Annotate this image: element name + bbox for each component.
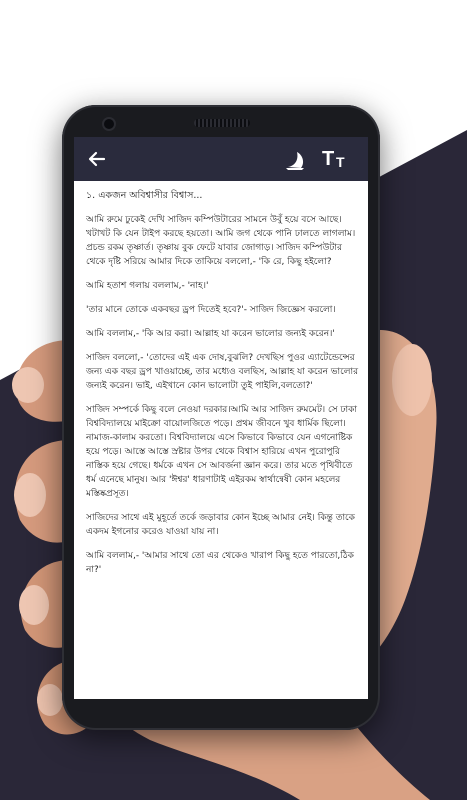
camera-icon (104, 119, 114, 129)
chapter-title: ১. একজন অবিশ্বাসীর বিশ্বাস... (86, 190, 203, 201)
font-size-icon-large: T (322, 148, 335, 170)
arrow-left-icon (87, 149, 107, 169)
paragraph: আমি বললাম,- 'আমার সাথে তো এর থেকেও খারাপ কিছু হতে পারতো,ঠিক না?' (86, 551, 354, 575)
paragraph: আমি রুমে ঢুকেই দেখি সাজিদ কম্পিউটারের সামনে উবুঁ হয়ে বসে আছে। খটাখট কি যেন টাইপ করছে হয়তো। আমি জগ থেকে পানি ঢালতে লাগলাম। প্রচন্ড রকম তৃষ্ণার্ত। তৃষ্ণায় বুক ফেটে যাবার জোগাড়। সাজিদ কম্পিউটার থেকে দৃষ্টি সরিয়ে আমার দিকে তাকিয়ে বললো,- 'কি রে, কিছু হইলো? (86, 215, 356, 267)
paragraph: সাজিদ সম্পর্কে কিছু বলে নেওয়া দরকার।আমি আর সাজিদ রুমমেট। সে ঢাকা বিশ্ববিদ্যালয়ে মাইক্রো বায়োলজিতে পড়ে। প্রথম জীবনে খুব ধার্মিক ছিলো। নামাজ-কালাম করতো। বিশ্ববিদ্যালয়ে এসে কিভাবে কিভাবে যেন এগনোষ্টিক হয়ে পড়ে। আস্তে আস্তে স্রষ্টার উপর থেকে বিশ্বাস হারিয়ে এখন পুরোপুরি নাস্তিক হয়ে গেছে। ধর্মকে এখন সে আবর্জনা জ্ঞান করে। তার মতে পৃথিবীতে ধর্ম এনেছে মানুষ। আর 'ঈশ্বর' ধারণাটাই এইরকম স্বার্থান্বেষী কোন মহলের মস্তিষ্কপ্রসূত। (86, 405, 358, 499)
font-size-button[interactable] (320, 147, 350, 173)
paragraph: আমি হতাশ গলায় বললাম,- 'নাহ।' (86, 281, 209, 291)
paragraph: 'তার মানে তোকে একবছর ড্রপ দিতেই হবে?'- সাজিদ জিজ্ঞেস করলো। (86, 305, 336, 315)
paragraph: সাজিদ বললো,- 'তোদের এই এক দোষ,বুঝলি? দেখছিস পুওর এ্যাটেন্ডেন্সের জন্য এক বছর ড্রপ খাওয়াচ্ছে, তার মধ্যেও বলছিস, আল্লাহ যা করেন ভালোর জন্যই করেন। ভাই, এইখানে কোন ভালোটা তুই পাইলি,বলতো?' (86, 353, 359, 391)
speaker-grille (194, 119, 250, 127)
reading-content[interactable] (86, 189, 360, 694)
app-toolbar (74, 137, 368, 181)
phone-top-bezel (62, 105, 380, 139)
phone-frame (62, 105, 380, 730)
night-mode-button[interactable] (282, 147, 308, 173)
moon-icon (282, 147, 308, 173)
paragraph: সাজিদের সাথে এই মুহূর্তে তর্কে জড়াবার কোন ইচ্ছে আমার নেই। কিন্তু তাকে একদম ইগনোর করেও যাওয়া যায় না। (86, 513, 355, 537)
back-button[interactable] (84, 146, 110, 172)
paragraph: আমি বললাম,- 'কি আর করা। আল্লাহ যা করেন ভালোর জন্যই করেন।' (86, 329, 335, 339)
app-screen (74, 137, 368, 699)
font-size-icon-small: T (336, 154, 345, 170)
